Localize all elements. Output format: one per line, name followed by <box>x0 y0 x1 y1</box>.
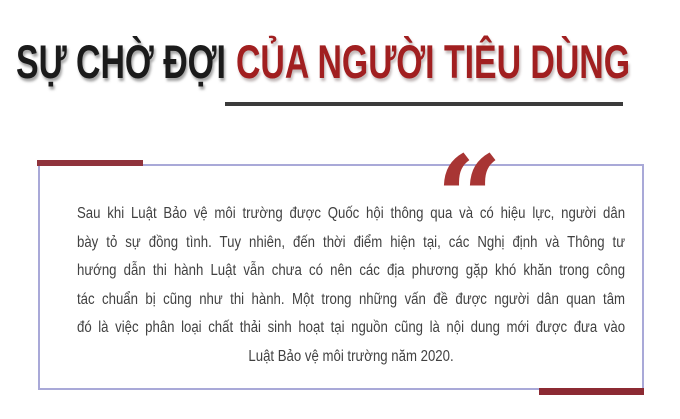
quote-line: tác chuẩn bị cũng như thi hành. Một trong những vấn đề được người dân quan tâm <box>77 290 626 308</box>
quote-mark-icon: “ <box>436 131 503 266</box>
card-top-left-accent-bar <box>37 160 143 166</box>
title-black-part: SỰ CHỜ ĐỢI <box>16 35 226 88</box>
page-title <box>16 35 631 88</box>
quote-line: đó là việc phân loại chất thải sinh hoạt tại nguồn cũng là nội dung mới được đưa vào <box>77 319 626 336</box>
quote-line: bày tỏ sự đồng tình. Tuy nhiên, đến thời điểm hiện tại, các Nghị định và Thông tư <box>77 233 626 251</box>
quote-text <box>77 200 625 371</box>
quote-line: Sau khi Luật Bảo vệ môi trường được Quốc hội thông qua và có hiệu lực, người dân <box>77 205 626 222</box>
quote-line-last: Luật Bảo vệ môi trường năm 2020. <box>248 347 454 365</box>
title-underline <box>225 102 623 106</box>
title-red-part: CỦA NGƯỜI TIÊU DÙNG <box>235 35 631 88</box>
card-bottom-right-accent-bar <box>539 388 644 395</box>
quote-line: hướng dẫn thi hành Luật vẫn chưa có nên các địa phương gặp khó khăn trong công <box>77 262 626 279</box>
